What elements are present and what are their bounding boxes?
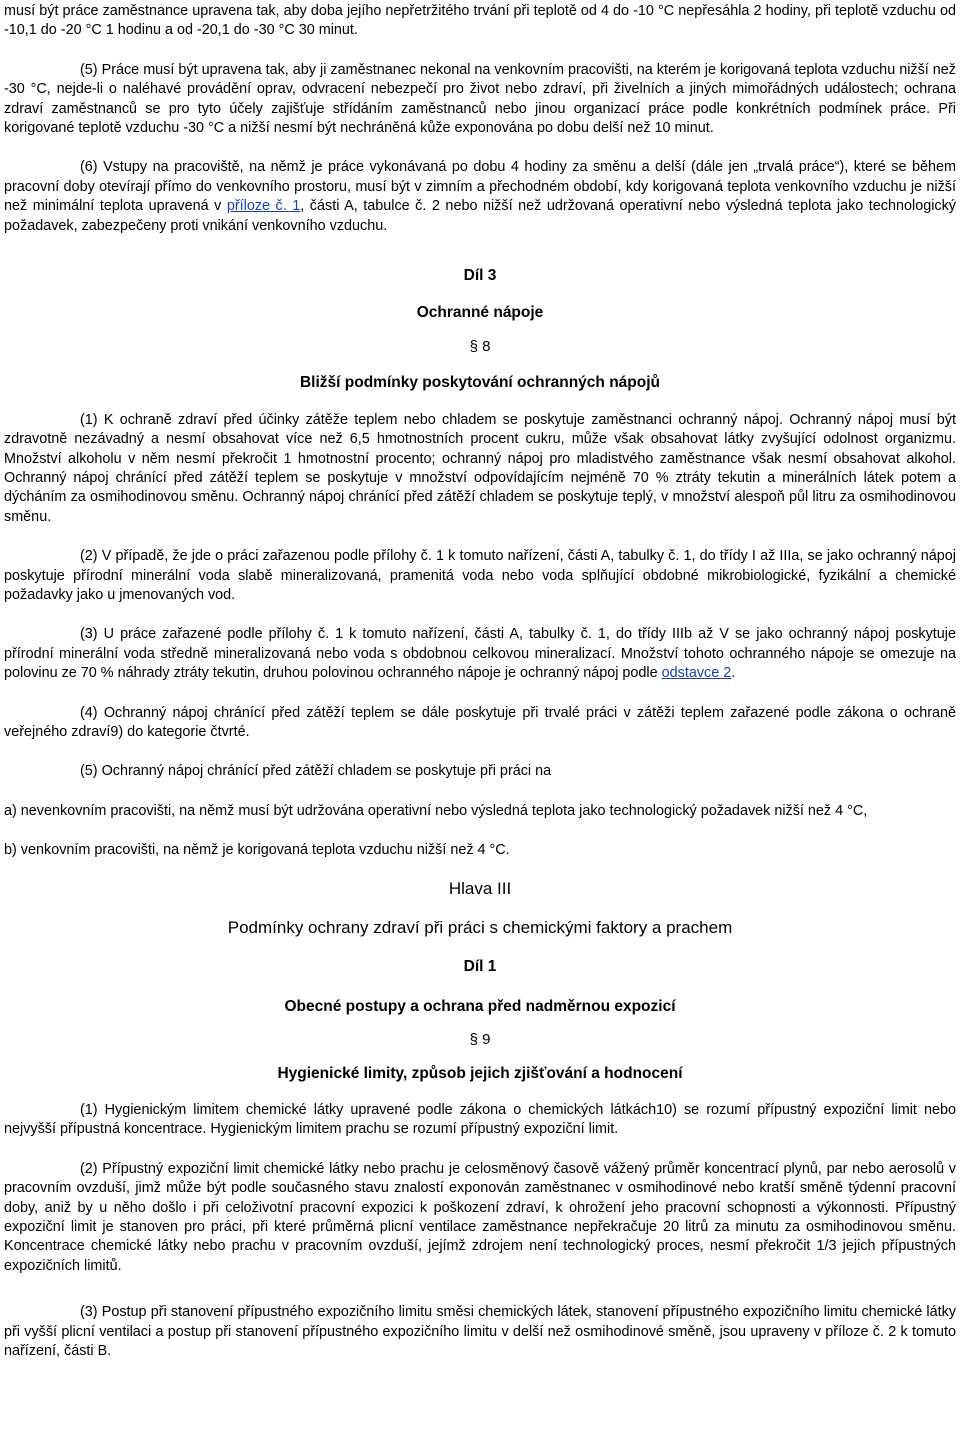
link-priloha-1[interactable]: příloze č. 1 (226, 198, 301, 215)
section-9-paragraph-1: (1) Hygienickým limitem chemické látky upravené podle zákona o chemických látkách10) se rozumí přípustný expoziční limit nebo nejvyšší přípustná koncentrace. Hygienickým limitem prachu se rozumí přípustný expoziční limit. (4, 1102, 956, 1138)
section-number-8: § 8 (469, 337, 491, 355)
paragraph-6-text-b: , části A, tabulce č. 2 nebo nižší než udržovaná operativní nebo výsledná teplota jako technologický požadavek, zabezpečeny proti vnikání venkovního vzduchu. (4, 198, 956, 234)
section-8-paragraph-5-item-a: a) nevenkovním pracovišti, na němž musí být udržována operativní nebo výsledná teplota jako technologický požadavek nižší než 4 °C, (4, 802, 868, 819)
part-heading-dil-1: Díl 1 (463, 958, 497, 976)
paragraph-5: (5) Práce musí být upravena tak, aby ji zaměstnanec nekonal na venkovním pracovišti, na kterém je korigovaná teplota vzduchu nižší než -30 °C, nejde-li o naléhavé provádění oprav, odvracení nebezpečí pro život nebo zdraví, při živelních a jiných mimořádných událostech; ochrana zdraví zaměstnanců se pro tyto účely zajišťuje střídáním zaměstnanců nebo jinou organizací práce podle konkrétních podmínek práce. Při korigované teplotě vzduchu -30 °C a nižší nesmí být nechráněná kůže exponována po dobu delší než 10 minut. (4, 61, 956, 137)
section-8-paragraph-1: (1) K ochraně zdraví před účinky zátěže teplem nebo chladem se poskytuje zaměstnanci ochranný nápoj. Ochranný nápoj musí být zdravotně nezávadný a nesmí obsahovat více než 6,5 hmotnostních procent cukru, může však obsahovat látky zvyšující odolnost organizmu. Množství alkoholu v něm nesmí překročit 1 hmotnostní procento; ochranný nápoj pro mladistvého zaměstnance však nesmí obsahovat alkohol. Ochranný nápoj chránící před zátěží teplem se poskytuje v množství odpovídajícím nejméně 70 % ztráty tekutin a minerálních látek potem a dýcháním za osmihodinovou směnu. Ochranný nápoj chránící před zátěží chladem se poskytuje teplý, v množství alespoň půl litru za osmihodinovou směnu. (4, 411, 956, 525)
paragraph-6-text-a: (6) Vstupy na pracoviště, na němž je práce vykonávaná po dobu 4 hodiny za směnu a delší (dále jen „trvalá práce“), které se během pracovní doby otevírají přímo do venkovního prostoru, musí být v zimním a přechodném období, kdy korigovaná teplota venkovního vzduchu je nižší než minimální teplota upravená v (4, 159, 956, 215)
section-9-paragraph-2: (2) Přípustný expoziční limit chemické látky nebo prachu je celosměnový časově vážený průměr koncentrací plynů, par nebo aerosolů v pracovním ovzduší, jimž může být podle současného stavu znalostí exponován zaměstnanec v osmihodinové nebo kratší směně týdenní pracovní doby, aniž by u něho došlo i při celoživotní pracovní expozici k poškození zdraví, k ohrožení jeho pracovní schopnosti a výkonnosti. Přípustný expoziční limit je stanoven pro práci, při které průměrná plicní ventilace zaměstnance nepřekračuje 20 litrů za minutu za osmihodinovou směnu. Koncentrace chemické látky nebo prachu v pracovním ovzduší, jejímž zdrojem není technologický proces, nesmí překročit 1/3 jejich přípustných expozičních limitů. (4, 1160, 956, 1274)
section-8-paragraph-3-text-a: (3) U práce zařazené podle přílohy č. 1 k tomuto nařízení, části A, tabulky č. 1, do třídy IIIb až V se jako ochranný nápoj poskytuje přírodní minerální voda středně mineralizovaná nebo voda s obdobnou celkovou mineralizací. Množství tohoto ochranného nápoje se omezuje na polovinu ze 70 % náhrady ztráty tekutin, druhou polovinou ochranného nápoje je ochranný nápoj podle (4, 626, 956, 682)
section-title-9: Hygienické limity, způsob jejich zjišťování a hodnocení (277, 1064, 683, 1082)
part-title-obecne-postupy: Obecné postupy a ochrana před nadměrnou expozicí (284, 997, 676, 1015)
title-heading-hlava-3: Hlava III (448, 878, 512, 898)
title-name-hlava-3: Podmínky ochrany zdraví při práci s chemickými faktory a prachem (227, 918, 733, 937)
part-heading-dil-3: Díl 3 (463, 267, 497, 285)
section-8-paragraph-5-item-b: b) venkovním pracovišti, na němž je korigovaná teplota vzduchu nižší než 4 °C. (4, 842, 510, 859)
section-8-paragraph-3 (4, 625, 956, 683)
section-8-paragraph-3-text-b: . (731, 665, 736, 682)
part-title-ochranne-napoje: Ochranné nápoje (416, 304, 544, 322)
section-number-9: § 9 (469, 1031, 491, 1049)
link-odstavce-2[interactable]: odstavce 2 (661, 665, 732, 682)
section-8-paragraph-2: (2) V případě, že jde o práci zařazenou podle přílohy č. 1 k tomuto nařízení, části A, tabulky č. 1, do třídy I až IIIa, se jako ochranný nápoj poskytuje přírodní minerální voda slabě mineralizovaná, pramenitá voda nebo voda splňující obdobné mikrobiologické, fyzikální a chemické požadavky jako u jmenovaných vod. (4, 548, 956, 603)
paragraph-6 (4, 158, 956, 236)
section-title-8: Bližší podmínky poskytování ochranných nápojů (299, 374, 660, 392)
paragraph-continuation: musí být práce zaměstnance upravena tak, aby doba jejího nepřetržitého trvání při teplotě od 4 do -10 °C nepřesáhla 2 hodiny, při teplotě vzduchu od -10,1 do -20 °C 1 hodinu a od -20,1 do -30 °C 30 minut. (4, 3, 956, 39)
section-8-paragraph-4: (4) Ochranný nápoj chránící před zátěží teplem se dále poskytuje při trvalé práci v zátěži teplem zařazené podle zákona o ochraně veřejného zdraví9) do kategorie čtvrté. (4, 704, 956, 740)
section-8-paragraph-5: (5) Ochranný nápoj chránící před zátěží chladem se poskytuje při práci na (80, 763, 552, 780)
section-9-paragraph-3: (3) Postup při stanovení přípustného expozičního limitu směsi chemických látek, stanovení přípustného expozičního limitu chemické látky při vyšší plicní ventilaci a postup při stanovení přípustného expozičního limitu v delší než osmihodinové směně, jsou upraveny v příloze č. 2 k tomuto nařízení, části B. (4, 1304, 956, 1360)
